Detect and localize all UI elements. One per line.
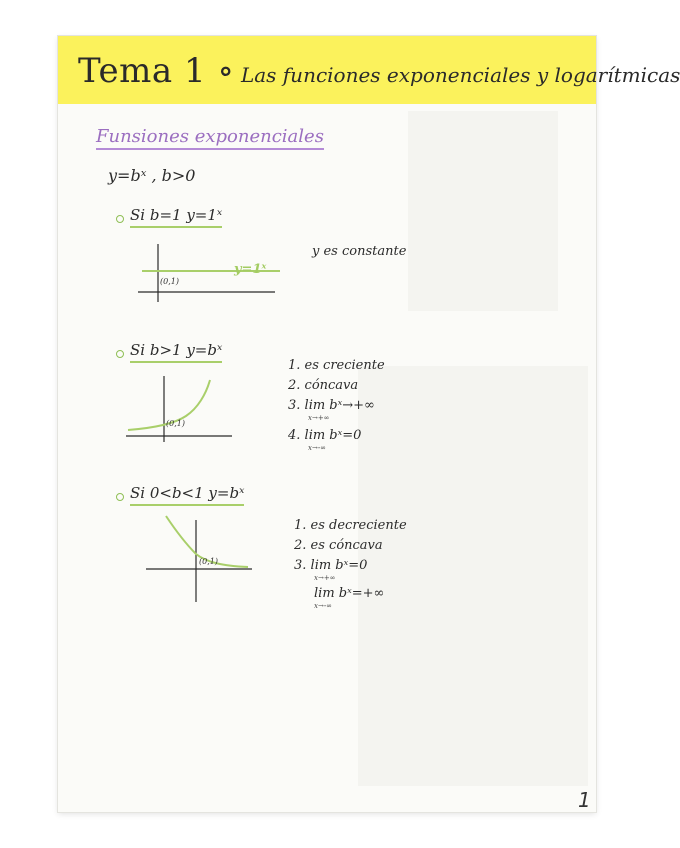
bleed-through-mark xyxy=(358,366,588,786)
case-3-lim-subscript-1: x→+∞ xyxy=(314,574,336,582)
case-2-lim-subscript-2: x→-∞ xyxy=(308,444,327,452)
notebook-page xyxy=(58,36,680,812)
case-3-note-1: 1. es decreciente xyxy=(294,518,407,533)
case-3-point-label: (0,1) xyxy=(199,557,218,566)
case-2-note-2: 2. cóncava xyxy=(288,378,359,393)
case-2-note-1: 1. es creciente xyxy=(288,358,385,373)
case-1-point-label: (0,1) xyxy=(160,277,179,286)
case-3-note-2: 2. es cóncava xyxy=(294,538,383,553)
case-2-graph xyxy=(124,374,236,444)
page-title xyxy=(78,48,680,96)
title-separator-icon: ∘ xyxy=(217,51,235,91)
case-2-note-3: 3. lim bˣ→+∞ xyxy=(288,398,375,413)
bullet-icon xyxy=(116,215,124,223)
case-3-graph xyxy=(144,514,256,604)
case-1-title: Si b=1 y=1ˣ xyxy=(130,206,222,228)
case-3-note-3: 3. lim bˣ=0 xyxy=(294,558,368,573)
case-3-note-4: lim bˣ=+∞ xyxy=(314,586,385,601)
bullet-icon xyxy=(116,350,124,358)
case-2-point-label: (0,1) xyxy=(166,419,185,428)
case-1-note: y es constante xyxy=(312,244,407,259)
section-title: Funsiones exponenciales xyxy=(96,126,324,150)
case-1-curve-label: y=1ˣ xyxy=(234,262,267,277)
page-number: 1 xyxy=(578,788,591,812)
bullet-icon xyxy=(116,493,124,501)
case-3-title: Si 0<b<1 y=bˣ xyxy=(130,484,244,506)
case-3-lim-subscript-2: x→-∞ xyxy=(314,602,333,610)
case-2-title: Si b>1 y=bˣ xyxy=(130,341,222,363)
case-2-note-4: 4. lim bˣ=0 xyxy=(288,428,362,443)
case-2-lim-subscript-1: x→+∞ xyxy=(308,414,330,422)
title-prefix: Tema 1 xyxy=(78,51,218,91)
bleed-through-mark xyxy=(408,111,558,311)
definition-formula: y=bˣ , b>0 xyxy=(108,166,196,185)
title-rest: Las funciones exponenciales y logarítmicas xyxy=(240,63,680,87)
